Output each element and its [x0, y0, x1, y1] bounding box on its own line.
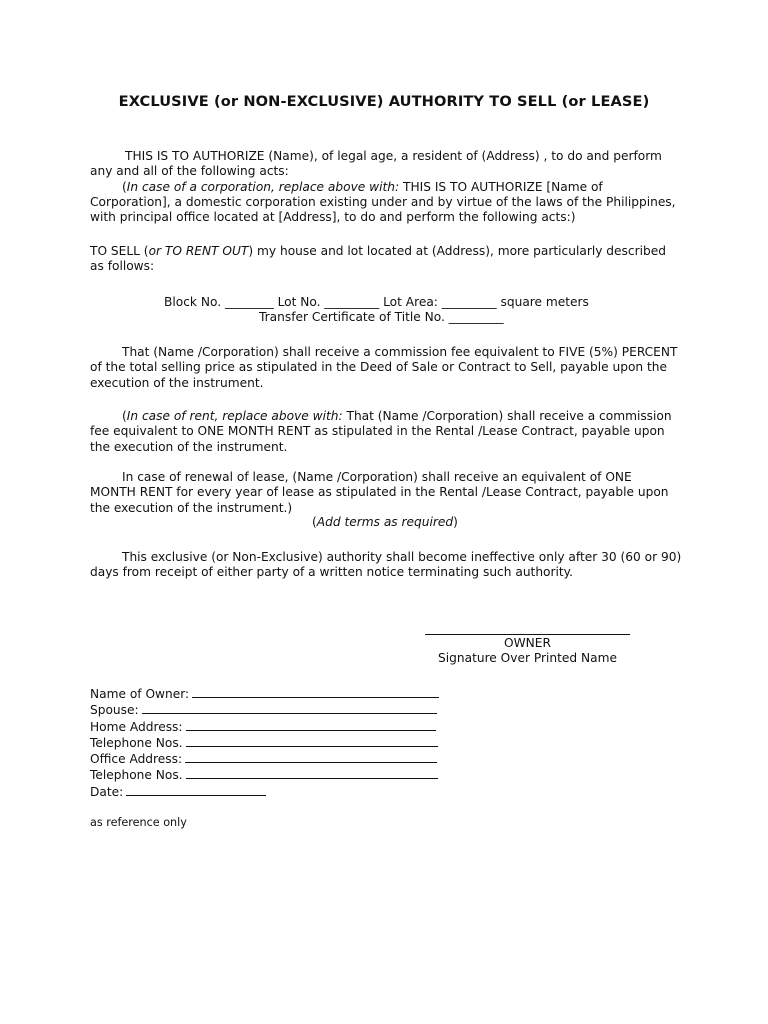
- commission-line-1: That (Name /Corporation) shall receive a commission fee equivalent to FIVE (5%) PERCENT: [122, 345, 678, 359]
- renewal-line-2: MONTH RENT for every year of lease as stipulated in the Rental /Lease Contract, payable upon: [90, 485, 669, 500]
- rent-out-italic: or TO RENT OUT: [148, 244, 249, 258]
- rent-commission-paragraph: [90, 409, 690, 455]
- telephone-1-blank[interactable]: [186, 735, 438, 747]
- owner-info-fields: [90, 686, 470, 800]
- spouse-blank[interactable]: [142, 702, 437, 714]
- office-address-blank[interactable]: [185, 751, 437, 763]
- rent-note-italic: In case of rent, replace above with:: [126, 409, 343, 423]
- rent-commission-line-1: (In case of rent, replace above with: That (Name /Corporation) shall receive a commission: [122, 409, 672, 423]
- authorization-paragraph: [90, 149, 690, 225]
- reference-note: as reference only: [90, 816, 187, 829]
- home-address-blank[interactable]: [186, 719, 436, 731]
- date-blank[interactable]: [126, 784, 266, 796]
- rent-commission-line-3: the execution of the instrument.: [90, 439, 288, 454]
- lot-details-line-1: Block No. ________ Lot No. _________ Lot Area: _________ square meters: [164, 295, 589, 309]
- authorization-line-1: THIS IS TO AUTHORIZE (Name), of legal age, a resident of (Address) , to do and perform: [125, 149, 662, 163]
- field-office-address: Office Address:: [90, 751, 470, 767]
- telephone-2-blank[interactable]: [186, 767, 438, 779]
- field-telephone-2: Telephone Nos.: [90, 767, 470, 783]
- commission-paragraph: [90, 345, 690, 391]
- commission-line-3: execution of the instrument.: [90, 375, 264, 390]
- field-name-of-owner: Name of Owner:: [90, 686, 470, 702]
- name-of-owner-blank[interactable]: [192, 686, 439, 698]
- field-date: Date:: [90, 784, 470, 800]
- title-certificate: [259, 310, 559, 325]
- field-spouse: Spouse:: [90, 702, 470, 718]
- termination-line-1: This exclusive (or Non-Exclusive) authority shall become ineffective only after 30 (60 or 90): [122, 550, 682, 564]
- signature-caption: Signature Over Printed Name: [438, 651, 617, 666]
- renewal-paragraph: [90, 470, 690, 516]
- document-title: EXCLUSIVE (or NON-EXCLUSIVE) AUTHORITY TO SELL (or LEASE): [118, 93, 650, 110]
- rent-commission-line-2: fee equivalent to ONE MONTH RENT as stipulated in the Rental /Lease Contract, payable upon: [90, 424, 665, 439]
- signature-line[interactable]: [425, 634, 630, 635]
- renewal-line-3: the execution of the instrument.): [90, 500, 293, 515]
- corporation-note-italic: In case of a corporation, replace above with:: [126, 179, 400, 194]
- field-telephone-1: Telephone Nos.: [90, 735, 470, 751]
- add-terms-note: (Add terms as required): [312, 515, 458, 529]
- to-sell-paragraph: [90, 244, 690, 275]
- renewal-line-1: In case of renewal of lease, (Name /Corporation) shall receive an equivalent of ONE: [122, 470, 632, 484]
- lot-details: [164, 295, 684, 310]
- termination-paragraph: [90, 550, 690, 581]
- authorization-line-2: any and all of the following acts:: [90, 164, 289, 179]
- to-sell-line-2: as follows:: [90, 259, 155, 274]
- add-terms-italic: Add terms as required: [316, 515, 454, 529]
- to-sell-line-1: TO SELL (or TO RENT OUT) my house and lot located at (Address), more particularly described: [90, 244, 666, 258]
- field-home-address: Home Address:: [90, 719, 470, 735]
- title-certificate-line: Transfer Certificate of Title No. _________: [259, 310, 504, 324]
- signature-block: [425, 636, 630, 667]
- corporation-line-4: Corporation], a domestic corporation existing under and by virtue of the laws of the Philippines,: [90, 194, 676, 209]
- corporation-line-5: with principal office located at [Address], to do and perform the following acts:): [90, 210, 576, 225]
- commission-line-2: of the total selling price as stipulated in the Deed of Sale or Contract to Sell, payable upon the: [90, 360, 668, 375]
- termination-line-2: days from receipt of either party of a written notice terminating such authority.: [90, 565, 574, 580]
- signature-role: OWNER: [504, 636, 551, 650]
- corporation-note-line: (In case of a corporation, replace above with: THIS IS TO AUTHORIZE [Name of: [122, 179, 603, 194]
